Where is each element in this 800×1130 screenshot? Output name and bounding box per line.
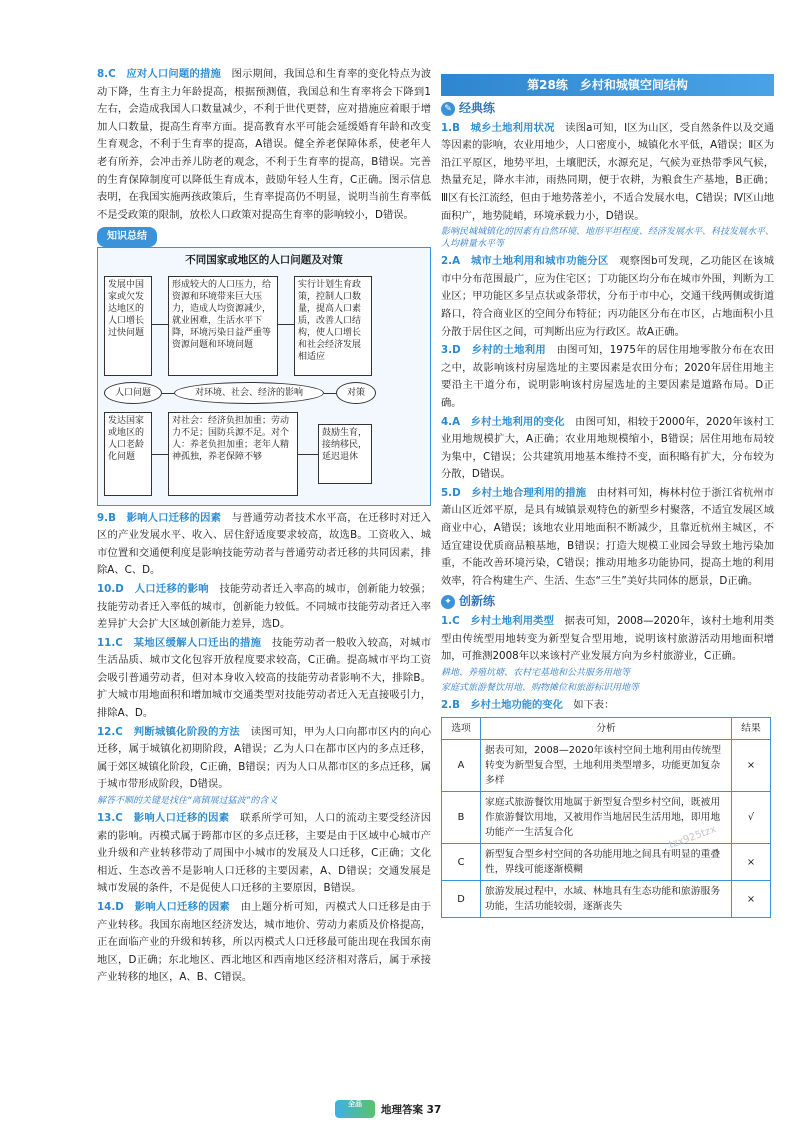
arrow — [162, 393, 174, 394]
section-title: 第28练 乡村和城镇空间结构 — [441, 74, 774, 96]
table-cell-analysis: 家庭式旅游餐饮用地属于新型复合型乡村空间，既被用作旅游餐饮用地，又被用作当地居民生活用地，即用地功能产一生活复合化 — [481, 792, 732, 844]
handwritten-note-r1: 影响民城城镇化的因素有自然环境、地形平坦程度、经济发展水平、科技发展水平、人均耕量水平等 — [441, 227, 775, 250]
subhead-classic: ✎ 经典练 — [441, 100, 774, 118]
analysis-table — [441, 717, 771, 918]
table-cell-analysis: 据表可知，2008—2020年该村空间土地利用由传统型转变为新型复合型，土地利用类型增多，功能更加复杂多样 — [481, 740, 732, 792]
arrow — [324, 393, 336, 394]
knowledge-summary-badge: 知识总结 — [97, 227, 157, 247]
arrow — [278, 324, 294, 325]
answer-r1: 1.B 城乡土地利用状况 读图a可知，Ⅰ区为山区，受自然条件以及交通等因素的影响，农业用地少，人口密度小，城镇化水平低，A错误；Ⅱ区为沿江平原区，地势平坦，土壤肥沃，水源充足，气候为亚热带季风气候，热量充足，降水丰沛，雨热同期，便于农耕，为粮食生产基地，B正确；Ⅲ区有长江流经，但由于地势落差小，不适合发展水电，C错误；Ⅳ区山地面积广，地势陡峭，环境承载力小，D错误。 — [441, 121, 775, 222]
table-row — [442, 844, 771, 881]
answer-q9: 9.B 影响人口迁移的因素 与普通劳动者技术水平高，在迁移时对迁入区的产业发展水平、收入、居住舒适度要求较高，故选B。工资收入、城市位置和交通便利度是影响技能劳动者与普通劳动者迁移的共同因素，排除A、C、D。 — [97, 511, 432, 577]
answer-q12: 12.C 判断城镇化阶段的方法 读图可知，甲为人口向都市区内的向心迁移，属于城镇化初期阶段，A错误；乙为人口在都市区内的多点迁移，属于郊区城镇化阶段，C正确，B错误；丙为人口从都市区的多点迁移，属于城市带形成阶段，D错误。 — [97, 725, 432, 791]
table-row — [442, 792, 771, 844]
box-developing-effect: 形成较大的人口压力，给资源和环境带来巨大压力，造成人均资源减少，就业困难，生活水平下降，环境污染日益严重等资源问题和环境问题 — [168, 276, 278, 376]
knowledge-title: 不同国家或地区的人口问题及对策 — [185, 253, 343, 266]
table-cell-option: C — [442, 844, 481, 881]
answer-q14: 14.D 影响人口迁移的因素 由上题分析可知，丙模式人口迁移是由于产业转移。我国东南地区经济发达，城市地价、劳动力素质及价格提高，正在面临产业的升级和转移，所以丙模式人口迁移最可能出现在我国东南地区，D正确；东北地区、西北地区和西南地区经济相对落后，属于承接产业转移的地区，A、B、C错误。 — [97, 901, 432, 984]
population-issue-diagram — [104, 274, 424, 499]
table-row — [442, 881, 771, 918]
answer-q13: 13.C 影响人口迁移的因素 联系所学可知，人口的流动主要受经济因素的影响。丙模式属于跨都市区的多点迁移，主要是由于区域中心城市产业升级和产业转移带动了周围中小城市的发展及人口迁移，C正确；文化相近、生态改善不是影响人口迁移的主要因素，A、D错误；交通发展是城市发展的条件，不是促使人口迁移的主要原因，B错误。 — [97, 812, 432, 895]
table-cell-analysis: 新型复合型乡村空间的各功能用地之间具有明显的重叠性，界线可能逐渐模糊 — [481, 844, 732, 881]
table-header: 结果 — [732, 718, 771, 740]
table-cell-result: √ — [732, 792, 771, 844]
answer-r5: 5.D 乡村土地合理利用的措施 由材料可知，梅林村位于浙江省杭州市萧山区近郊平原，是具有城镇景观特色的新型乡村聚落，不适宜发展区域商业中心，A错误；该地农业用地面积不断减少，且靠近杭州主城区，不适宜建设优质商品粮基地，B错误；打造大规模工业园会导致土地污染加重，不能改善环境污染，C错误；推动用地多功能协同，提高土地的利用效率，符合构建生产、生活、生态“三生”美好共同体的愿景，D正确。 — [441, 486, 775, 587]
subhead-innovation: ✦ 创新练 — [441, 593, 774, 611]
left-column — [97, 66, 431, 988]
answer-q11: 11.C 某地区缓解人口迁出的措施 技能劳动者一般收入较高，对城市生活品质、城市文化包容开放程度要求较高，C正确。提高城市平均工资会吸引普通劳动者，但对本身收入较高的技能劳动者影响不大，排除B。扩大城市用地面积和增加城市交通类型对技能劳动者迁入无直接吸引力，排除A、D。 — [97, 636, 432, 720]
table-header: 选项 — [442, 718, 481, 740]
arrow — [152, 324, 168, 325]
answer-q8: 8.C 应对人口问题的措施 图示期间，我国总和生育率的变化特点为波动下降，生育主力年龄提高，根据预测值，我国总和生育率将会下降到1左右，会造成我国人口数量减少，不利于世代更替，应对措施应着眼于增加人口数量，提高生育率方面。提高教育水平可能会延缓婚育年龄和改变生育观念，不利于生育率的提高，A错误。健全养老保障体系，使老年人老有所养，会冲击养儿防老的观念，不利于生育率的提高，B错误。完善的生育保障制度可以降低生育成本，鼓励年轻人生育，C正确。图示信息表明，在我国实施两孩政策后，生育率提高仍不明显，说明当前生育率低不是受政策的限制，放松人口政策对提高生育率的影响较小，D错误。 — [97, 68, 432, 221]
handwritten-note-q12: 解答不顺的关键是找住“离镇展过猛波”的含义 — [97, 796, 278, 807]
table-cell-result: × — [732, 740, 771, 792]
bulb-icon: ✦ — [441, 595, 455, 609]
table-row — [442, 740, 771, 792]
box-developing-issue: 发展中国家或欠发达地区的人口增长过快问题 — [104, 276, 152, 376]
box-developing-policy: 实行计划生育政策，控制人口数量，提高人口素质，改善人口结构，使人口增长和社会经济发展相适应 — [294, 276, 372, 376]
answer-c1: 1.C 乡村土地利用类型 据表可知，2008—2020年，该村土地利用类型由传统型用地转变为新型复合型用地，说明该村旅游活动用地面积增加，可推测2008年以来该村产业发展方向为乡村旅游业，C正确。 — [441, 615, 775, 663]
answer-r3: 3.D 乡村的土地利用 由图可知，1975年的居住用地零散分布在农田之中，故影响该村房屋选址的主要因素是农田分布；2020年居住用地主要沿主干道分布，说明影响该村房屋选址的主要因素是道路布局。D正确。 — [441, 344, 775, 409]
book-icon: ✎ — [441, 102, 455, 116]
table-cell-option: B — [442, 792, 481, 844]
table-cell-option: A — [442, 740, 481, 792]
knowledge-summary-box — [97, 247, 431, 506]
oval-population-issue: 人口问题 — [104, 382, 162, 404]
answer-r4: 4.A 乡村土地利用的变化 由图可知，相较于2000年，2020年该村工业用地规模扩大，A正确；农业用地规模缩小，B错误；居住用地布局较为集中，C错误；公共建筑用地基本维持不变，面积略有扩大，分布较为分散，D错误。 — [441, 415, 775, 481]
table-cell-result: × — [732, 844, 771, 881]
answer-q10: 10.D 人口迁移的影响 技能劳动者迁入率高的城市，创新能力较强；技能劳动者迁入率低的城市，创新能力较低。不同城市技能劳动者迁入率差异扩大会扩大区域创新能力差异，选D。 — [97, 582, 432, 631]
oval-policy: 对策 — [336, 382, 376, 404]
handwritten-note-c1b: 家庭式旅游餐饮用地、购物摊位和旅游标识用地等 — [441, 682, 640, 693]
page-number-label: 地理答案 37 — [381, 1103, 442, 1116]
oval-impact: 对环境、社会、经济的影响 — [174, 382, 324, 404]
box-developed-policy: 鼓励生育，接纳移民，延迟退休 — [318, 424, 372, 484]
page-footer — [335, 1098, 475, 1120]
box-developed-effect: 对社会：经济负担加重；劳动力不足；国防兵源不足。对个人：养老负担加重；老年人精神孤独，养老保障不够 — [168, 412, 298, 496]
table-cell-option: D — [442, 881, 481, 918]
table-cell-result: × — [732, 881, 771, 918]
arrow — [298, 454, 318, 455]
answer-c2: 2.B 乡村土地功能的变化 如下表： — [441, 698, 615, 711]
watermark: tzx925tzx — [667, 823, 718, 852]
handwritten-note-c1a: 耕地、养殖坑塘、农村宅基地和公共服务用地等 — [441, 667, 631, 678]
answer-r2: 2.A 城市土地利用和城市功能分区 观察图b可发现，乙功能区在该城市中分布范围最广，应为住宅区；丁功能区均分布在城市外围，判断为工业区；甲功能区多呈点状或条带状，分布于市中心，交通干线两侧或街道路口，符合商业区的空间分布特征；丙功能区分布在市区，占地面积小且分散于居住区之间，可判断出应为行政区。故A正确。 — [441, 255, 775, 338]
arrow — [152, 454, 168, 455]
right-column — [441, 66, 774, 918]
brand-logo: 全品 — [335, 1100, 375, 1118]
table-cell-analysis: 旅游发展过程中，水域、林地具有生态功能和旅游服务功能，生活功能较弱，逐渐丧失 — [481, 881, 732, 918]
box-developed-issue: 发达国家或地区的人口老龄化问题 — [104, 412, 152, 496]
table-header: 分析 — [481, 718, 732, 740]
